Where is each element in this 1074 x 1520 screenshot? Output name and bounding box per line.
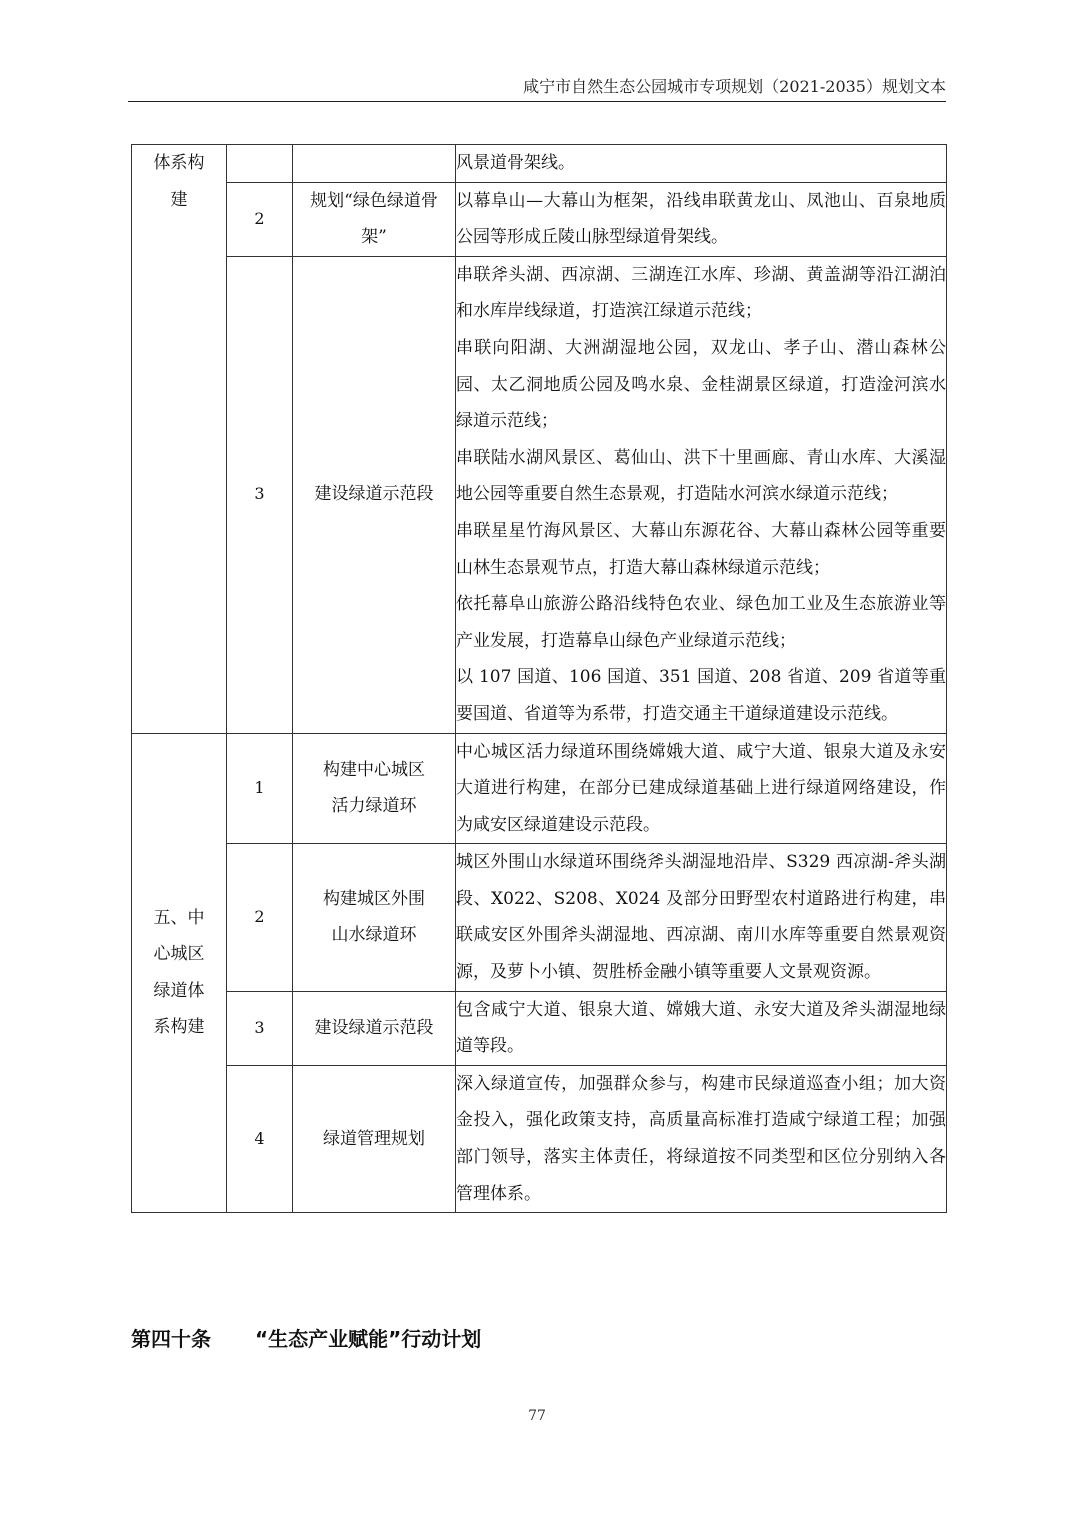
row-description (456, 182, 947, 256)
row-item: 绿道管理规划 (293, 1065, 456, 1212)
row-number: 2 (227, 844, 293, 991)
row-number: 1 (227, 733, 293, 844)
table-row (132, 182, 947, 256)
description-paragraph: 包含咸宁大道、银泉大道、嫦娥大道、永安大道及斧头湖湿地绿道等段。 (456, 999, 946, 1057)
row-number: 4 (227, 1065, 293, 1212)
greenway-plan-table (131, 144, 947, 1213)
row-description (456, 145, 947, 183)
row-item: 规划“绿色绿道骨架” (293, 182, 456, 256)
row-description (456, 844, 947, 991)
description-paragraph: 城区外围山水绿道环围绕斧头湖湿地沿岸、S329 西凉湖-斧头湖段、X022、S208、X024 及部分田野型农村道路进行构建，串联咸安区外围斧头湖湿地、西凉湖、南川水库等重要自然景观资源，及萝卜小镇、贺胜桥金融小镇等重要人文景观资源。 (456, 852, 946, 983)
description-paragraph: 深入绿道宣传，加强群众参与，构建市民绿道巡查小组；加大资金投入，强化政策支持，高质量高标准打造咸宁绿道工程；加强部门领导，落实主体责任，将绿道按不同类型和区位分别纳入各管理体系。 (456, 1073, 946, 1204)
header-title: 咸宁市自然生态公园城市专项规划（2021-2035）规划文本 (523, 77, 946, 96)
row-description (456, 256, 947, 733)
category-cell (132, 733, 227, 1213)
page-header (128, 74, 946, 102)
description-paragraph: 串联向阳湖、大洲湖湿地公园，双龙山、孝子山、潜山森林公园、太乙洞地质公园及鸣水泉、金桂湖景区绿道，打造淦河滨水绿道示范线； (456, 337, 946, 432)
row-item: 建设绿道示范段 (293, 256, 456, 733)
description-paragraph: 串联斧头湖、西凉湖、三湖连江水库、珍湖、黄盖湖等沿江湖泊和水库岸线绿道，打造滨江绿道示范线； (456, 264, 946, 322)
article-heading (131, 1324, 481, 1354)
row-item: 构建中心城区活力绿道环 (293, 733, 456, 844)
table-row (132, 844, 947, 991)
article-number: 第四十条 (131, 1327, 211, 1351)
row-number: 3 (227, 991, 293, 1065)
row-number: 2 (227, 182, 293, 256)
row-item: 建设绿道示范段 (293, 991, 456, 1065)
article-title: “生态产业赋能”行动计划 (255, 1327, 482, 1351)
row-number: 3 (227, 256, 293, 733)
row-description (456, 1065, 947, 1212)
description-paragraph: 串联星星竹海风景区、大幕山东源花谷、大幕山森林公园等重要山林生态景观节点，打造大幕山森林绿道示范线； (456, 520, 946, 578)
table-row (132, 145, 947, 183)
category-label: 五、中心城区绿道体系构建 (153, 907, 205, 1038)
description-paragraph: 以幕阜山—大幕山为框架，沿线串联黄龙山、凤池山、百泉地质公园等形成丘陵山脉型绿道骨架线。 (456, 190, 946, 248)
row-number (227, 145, 293, 183)
page-number: 77 (528, 1408, 546, 1424)
table-row (132, 733, 947, 844)
table-row (132, 256, 947, 733)
row-description (456, 991, 947, 1065)
category-label: 体系构建 (153, 153, 205, 210)
description-paragraph: 中心城区活力绿道环围绕嫦娥大道、咸宁大道、银泉大道及永安大道进行构建，在部分已建成绿道基础上进行绿道网络建设，作为咸安区绿道建设示范段。 (456, 741, 946, 835)
row-description (456, 733, 947, 844)
row-item: 构建城区外围山水绿道环 (293, 844, 456, 991)
category-cell (132, 145, 227, 734)
table-row (132, 1065, 947, 1212)
description-paragraph: 以 107 国道、106 国道、351 国道、208 省道、209 省道等重要国道、省道等为系带，打造交通主干道绿道建设示范线。 (456, 667, 946, 724)
table-row (132, 991, 947, 1065)
row-item (293, 145, 456, 183)
description-paragraph: 串联陆水湖风景区、葛仙山、洪下十里画廊、青山水库、大溪湿地公园等重要自然生态景观，打造陆水河滨水绿道示范线； (456, 447, 946, 505)
description-paragraph: 风景道骨架线。 (456, 153, 575, 173)
description-paragraph: 依托幕阜山旅游公路沿线特色农业、绿色加工业及生态旅游业等产业发展，打造幕阜山绿色产业绿道示范线； (456, 594, 946, 651)
